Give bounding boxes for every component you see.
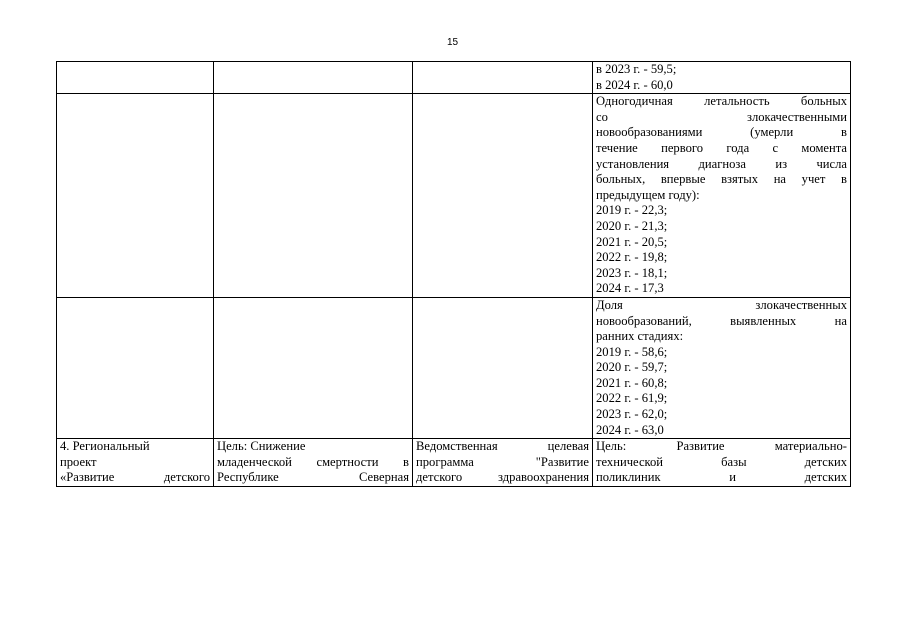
table-cell-col1 — [57, 62, 214, 94]
table-cell-col1 — [57, 439, 214, 487]
table-cell-col2 — [214, 439, 413, 487]
cell-text-line: 2021 г. - 60,8; — [596, 375, 668, 390]
table-body — [57, 62, 851, 487]
page-number: 15 — [446, 37, 459, 48]
cell-text-line: Цель: Развитие материально- — [596, 439, 847, 454]
cell-text-line: 2024 г. - 63,0 — [596, 422, 664, 437]
cell-text-line: Доля злокачественных — [596, 297, 847, 312]
cell-text-line: больных, впервые взятых на учет в — [596, 172, 847, 187]
cell-text-line: 2024 г. - 17,3 — [596, 281, 664, 296]
table-cell-col2 — [214, 62, 413, 94]
cell-text-line: «Развитие детского — [60, 470, 210, 485]
cell-text-line: детского здравоохранения — [416, 470, 589, 485]
table-row — [57, 297, 851, 438]
table-cell-col2 — [214, 297, 413, 438]
cell-text-line: 2021 г. - 20,5; — [596, 234, 668, 249]
table-cell-col1 — [57, 297, 214, 438]
cell-text-line: 2023 г. - 18,1; — [596, 265, 668, 280]
cell-text-line: 2020 г. - 59,7; — [596, 360, 668, 375]
cell-text-line: 2019 г. - 58,6; — [596, 344, 668, 359]
cell-text-line: новообразованиями (умерли в — [596, 125, 847, 140]
cell-text-line: ранних стадиях: — [596, 329, 684, 344]
table-cell-col4 — [593, 439, 851, 487]
cell-text-line: 4. Региональный — [60, 439, 150, 454]
cell-text-line: младенческой смертности в — [217, 454, 409, 469]
cell-text-line: течение первого года с момента — [596, 140, 847, 155]
table-row — [57, 94, 851, 298]
cell-text-line: в 2024 г. - 60,0 — [596, 77, 673, 92]
table-cell-col4 — [593, 94, 851, 298]
cell-text-line: 2019 г. - 22,3; — [596, 203, 668, 218]
cell-text-line: программа "Развитие — [416, 454, 589, 469]
cell-text-line: 2022 г. - 19,8; — [596, 250, 668, 265]
cell-text-line: новообразований, выявленных на — [596, 313, 847, 328]
cell-text-line: со злокачественными — [596, 109, 847, 124]
table-cell-col1 — [57, 94, 214, 298]
cell-text-line: в 2023 г. - 59,5; — [596, 62, 677, 76]
document-table — [56, 61, 851, 487]
table-cell-col4 — [593, 297, 851, 438]
cell-text-line: 2023 г. - 62,0; — [596, 407, 668, 422]
table-cell-col2 — [214, 94, 413, 298]
cell-text-line: установления диагноза из числа — [596, 156, 847, 171]
cell-text-line: Цель: Снижение — [217, 439, 306, 454]
cell-text-line: 2020 г. - 21,3; — [596, 218, 668, 233]
cell-text-line: Республике Северная — [217, 470, 409, 485]
cell-text-line: предыдущем году): — [596, 187, 700, 202]
table-cell-col3 — [413, 62, 593, 94]
cell-text-line: проект — [60, 454, 97, 469]
cell-text-line: 2022 г. - 61,9; — [596, 391, 668, 406]
cell-text-line: Одногодичная летальность больных — [596, 94, 847, 109]
table-cell-col4 — [593, 62, 851, 94]
table-row — [57, 62, 851, 94]
table-cell-col3 — [413, 439, 593, 487]
table-row — [57, 439, 851, 487]
cell-text-line: технической базы детских — [596, 454, 847, 469]
cell-text-line: Ведомственная целевая — [416, 439, 589, 454]
table-cell-col3 — [413, 297, 593, 438]
table-cell-col3 — [413, 94, 593, 298]
cell-text-line: поликлиник и детских — [596, 470, 847, 485]
